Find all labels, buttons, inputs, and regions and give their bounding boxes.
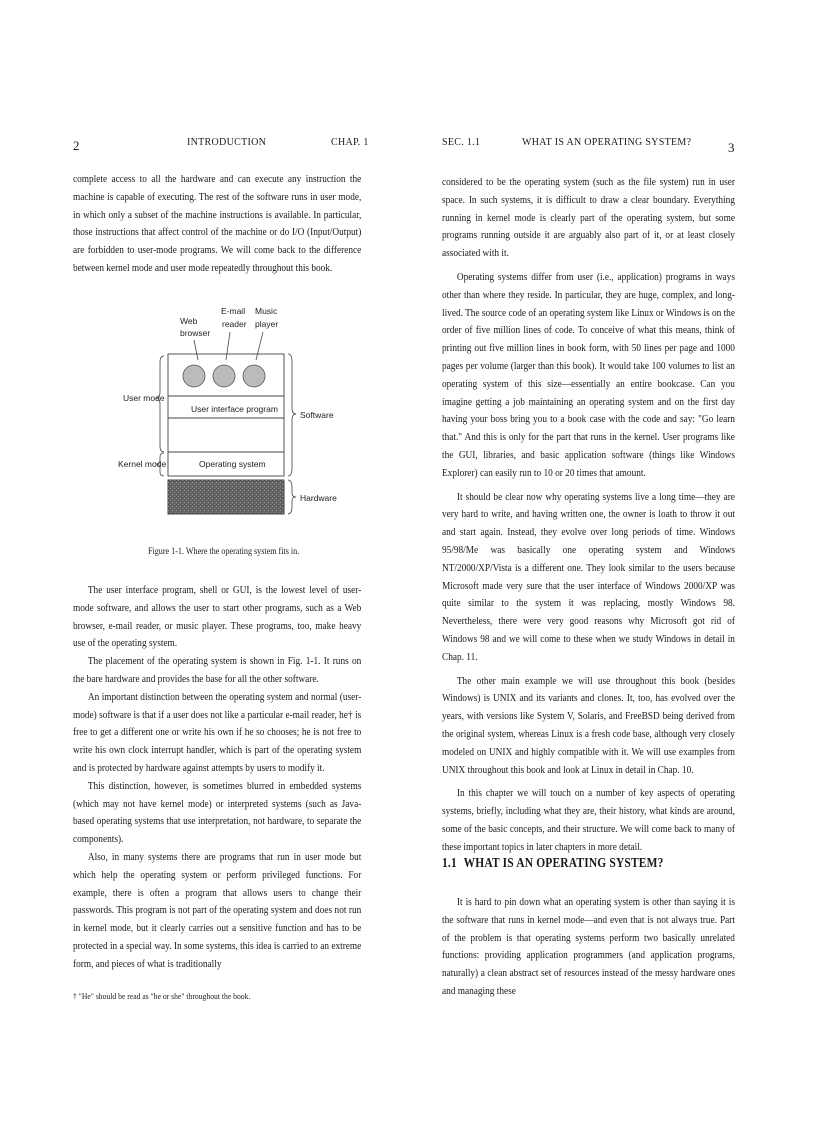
app-music-player (243, 365, 265, 387)
paragraph: It is hard to pin down what an operating system is other than saying it is the software that runs in kernel mode—and even that is not always true. Part of the problem is that operating systems perform two basically unrelated functions: providing application programmers (and application programs, naturally) a clean abstract set of resources instead of the messy hardware ones and managing these (442, 897, 735, 997)
running-head: INTRODUCTION (187, 137, 267, 148)
label-web: Web (180, 316, 198, 326)
app-web-browser (183, 365, 205, 387)
running-head: WHAT IS AN OPERATING SYSTEM? (522, 137, 692, 148)
figure-os-layers (110, 300, 340, 530)
page-number: 2 (73, 138, 80, 153)
paragraph: The other main example we will use throughout this book (besides Windows) is UNIX and its variants and clones. It, too, has evolved over the years, with versions like System V, Solaris, and FreeBSD being derived from the original system, whereas Linux is a fresh code base, although very closely modeled on UNIX and highly compatible with it. We will use examples from UNIX throughout this book and look at Linux in detail in Chap. 10. (442, 675, 735, 776)
section-label: SEC. 1.1 (442, 137, 481, 148)
label-reader: reader (222, 319, 247, 329)
paragraph: The user interface program, shell or GUI, is the lowest level of user-mode software, and allows the user to start other programs, such as a Web browser, e-mail reader, or music player. These programs, too, make heavy use of the operating system. (73, 585, 362, 650)
footnote: † "He" should be read as "he or she" throughout the book. (73, 991, 251, 1001)
label-player: player (255, 319, 279, 329)
text-column-section (442, 894, 735, 1001)
section-title: WHAT IS AN OPERATING SYSTEM? (463, 855, 664, 870)
label-ui-program: User interface program (191, 404, 278, 414)
section-number: 1.1 (442, 855, 457, 870)
text-column-right (442, 174, 735, 856)
label-email: E-mail (221, 306, 246, 316)
paragraph: complete access to all the hardware and can execute any instruction the machine is capable of executing. The rest of the software runs in user mode, in which only a subset of the machine instructions is available. In particular, those instructions that affect control of the machine or do I/O (Input/Output) are forbidden to user-mode programs. We will come back to the difference between kernel mode and user mode repeatedly throughout this book. (73, 174, 362, 274)
figure-caption: Figure 1-1. Where the operating system fits in. (148, 546, 300, 556)
label-music: Music (255, 306, 278, 316)
paragraph: The placement of the operating system is shown in Fig. 1-1. It runs on the bare hardware and provides the base for all the other software. (73, 656, 362, 685)
label-browser: browser (180, 328, 211, 338)
label-kernel-mode: Kernel mode (118, 459, 167, 469)
app-email-reader (213, 365, 235, 387)
paragraph: In this chapter we will touch on a number of key aspects of operating systems, briefly, including what they are, their history, what kinds are around, some of the basic concepts, and their structure. We will come back to many of these important topics in later chapters in more detail. (442, 788, 735, 853)
paragraph: Also, in many systems there are programs that run in user mode but which help the operating system or perform privileged functions. For example, there is often a program that allows users to change their passwords. This program is not part of the operating system and does not run in kernel mode, but it clearly carries out a sensitive function and has to be protected in a special way. In some systems, this idea is carried to an extreme form, and pieces of what is traditionally (73, 851, 362, 970)
page-number: 3 (728, 140, 735, 155)
label-operating-system: Operating system (199, 459, 266, 469)
label-hardware: Hardware (300, 493, 337, 503)
text-column-top (73, 171, 361, 278)
paragraph: considered to be the operating system (such as the file system) run in user space. In such systems, it is difficult to draw a clear boundary. Everything running in kernel mode is clearly part of the operating system, but some programs running outside it are arguably also part of it, or at least closely associated with it. (442, 177, 735, 260)
chapter-label: CHAP. 1 (331, 137, 369, 148)
paragraph: An important distinction between the operating system and normal (user-mode) software is that if a user does not like a particular e-mail reader, he† is free to get a different one or write his own if he so chooses; he is not free to write his own clock interrupt handler, which is part of the operating system and is protected by hardware against attempts by users to modify it. (73, 691, 362, 774)
section-heading (442, 855, 664, 871)
label-software: Software (300, 410, 334, 420)
text-column-body (73, 582, 361, 974)
paragraph: Operating systems differ from user (i.e., application) programs in ways other than where they reside. In particular, they are huge, complex, and long-lived. The source code of an operating system like Linux or Windows is on the order of five million lines of code. To conceive of what this means, think of printing out five million lines in book form, with 50 lines per page and 1000 pages per volume (larger than this book). It would take 100 volumes to list an operating system of this size—essentially an entire bookcase. Can you imagine getting a job maintaining an operating system and on the first day having your boss bring you to a book case with the code and say: "Go learn that." And this is only for the part that runs in the kernel. User programs like the GUI, libraries, and basic application software (things like Windows Explorer) can easily run to 10 or 20 times that amount. (442, 271, 735, 479)
paragraph: This distinction, however, is sometimes blurred in embedded systems (which may not have kernel mode) or interpreted systems (such as Java-based operating systems that use interpretation, not hardware, to separate the components). (73, 780, 362, 846)
label-user-mode: User mode (123, 393, 165, 403)
paragraph: It should be clear now why operating systems live a long time—they are very hard to write, and having written one, the owner is loath to throw it out and start again. Instead, they evolve over long periods of time. Windows 95/98/Me was basically one operating system and Windows NT/2000/XP/Vista is a different one. They look similar to the users because Microsoft made very sure that the user interface of Windows 2000/XP was quite similar to the system it was replacing, mostly Windows 98. Nevertheless, there were very good reasons why Microsoft got rid of Windows 98 and we will come to these when we study Windows in detail in Chap. 11. (442, 491, 735, 663)
